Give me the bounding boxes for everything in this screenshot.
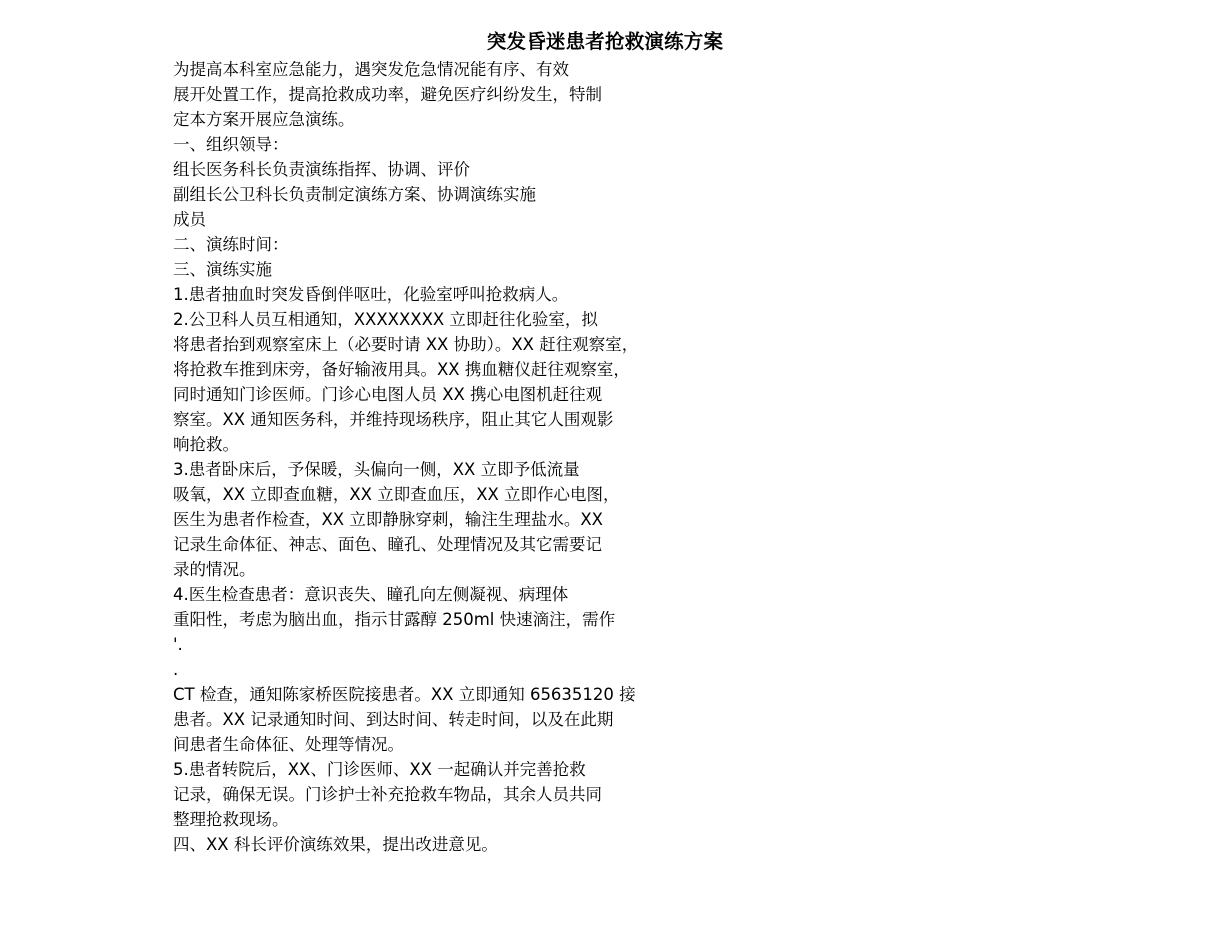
section-heading-evaluation: 四、XX 科长评价演练效果，提出改进意见。 bbox=[173, 835, 498, 854]
body-line: 组长医务科长负责演练指挥、协调、评价 bbox=[173, 160, 470, 179]
body-line: 4.医生检查患者：意识丧失、瞳孔向左侧凝视、病理体 bbox=[173, 585, 569, 604]
body-line: 医生为患者作检查，XX 立即静脉穿刺，输注生理盐水。XX bbox=[173, 510, 603, 529]
body-line: 展开处置工作，提高抢救成功率，避免医疗纠纷发生，特制 bbox=[173, 85, 602, 104]
document-title: 突发昏迷患者抢救演练方案 bbox=[486, 30, 724, 53]
body-line: 副组长公卫科长负责制定演练方案、协调演练实施 bbox=[173, 185, 536, 204]
body-line: 3.患者卧床后，予保暖，头偏向一侧，XX 立即予低流量 bbox=[173, 460, 580, 479]
body-line: 记录，确保无误。门诊护士补充抢救车物品，其余人员共同 bbox=[173, 785, 602, 804]
body-line: 吸氧，XX 立即查血糖，XX 立即查血压，XX 立即作心电图， bbox=[173, 485, 620, 504]
body-line: 响抢救。 bbox=[173, 435, 239, 454]
body-line: 5.患者转院后，XX、门诊医师、XX 一起确认并完善抢救 bbox=[173, 760, 586, 779]
body-line: 将抢救车推到床旁，备好输液用具。XX 携血糖仪赶往观察室， bbox=[173, 360, 630, 379]
body-line: 定本方案开展应急演练。 bbox=[173, 110, 355, 129]
body-line: 整理抢救现场。 bbox=[173, 810, 289, 829]
body-line: 1.患者抽血时突发昏倒伴呕吐，化验室呼叫抢救病人。 bbox=[173, 285, 569, 304]
body-line: CT 检查，通知陈家桥医院接患者。XX 立即通知 65635120 接 bbox=[173, 685, 636, 704]
section-heading-organization: 一、组织领导： bbox=[173, 135, 289, 154]
body-line: 将患者抬到观察室床上（必要时请 XX 协助）。XX 赶往观察室， bbox=[173, 335, 639, 354]
body-line: 录的情况。 bbox=[173, 560, 256, 579]
section-heading-time: 二、演练时间： bbox=[173, 235, 289, 254]
body-line: 间患者生命体征、处理等情况。 bbox=[173, 735, 404, 754]
body-line: 成员 bbox=[173, 210, 206, 229]
body-line: . bbox=[173, 660, 179, 679]
body-line: 为提高本科室应急能力，遇突发危急情况能有序、有效 bbox=[173, 60, 569, 79]
body-line: 记录生命体征、神志、面色、瞳孔、处理情况及其它需要记 bbox=[173, 535, 602, 554]
body-line: '. bbox=[173, 635, 183, 654]
body-line: 重阳性，考虑为脑出血，指示甘露醇 250ml 快速滴注，需作 bbox=[173, 610, 616, 629]
body-line: 患者。XX 记录通知时间、到达时间、转走时间，以及在此期 bbox=[173, 710, 614, 729]
body-line: 2.公卫科人员互相通知，XXXXXXXX 立即赶往化验室，拟 bbox=[173, 310, 598, 329]
body-line: 察室。XX 通知医务科，并维持现场秩序，阻止其它人围观影 bbox=[173, 410, 614, 429]
body-line: 同时通知门诊医师。门诊心电图人员 XX 携心电图机赶往观 bbox=[173, 385, 603, 404]
document-body bbox=[173, 57, 1173, 857]
section-heading-implementation: 三、演练实施 bbox=[173, 260, 272, 279]
